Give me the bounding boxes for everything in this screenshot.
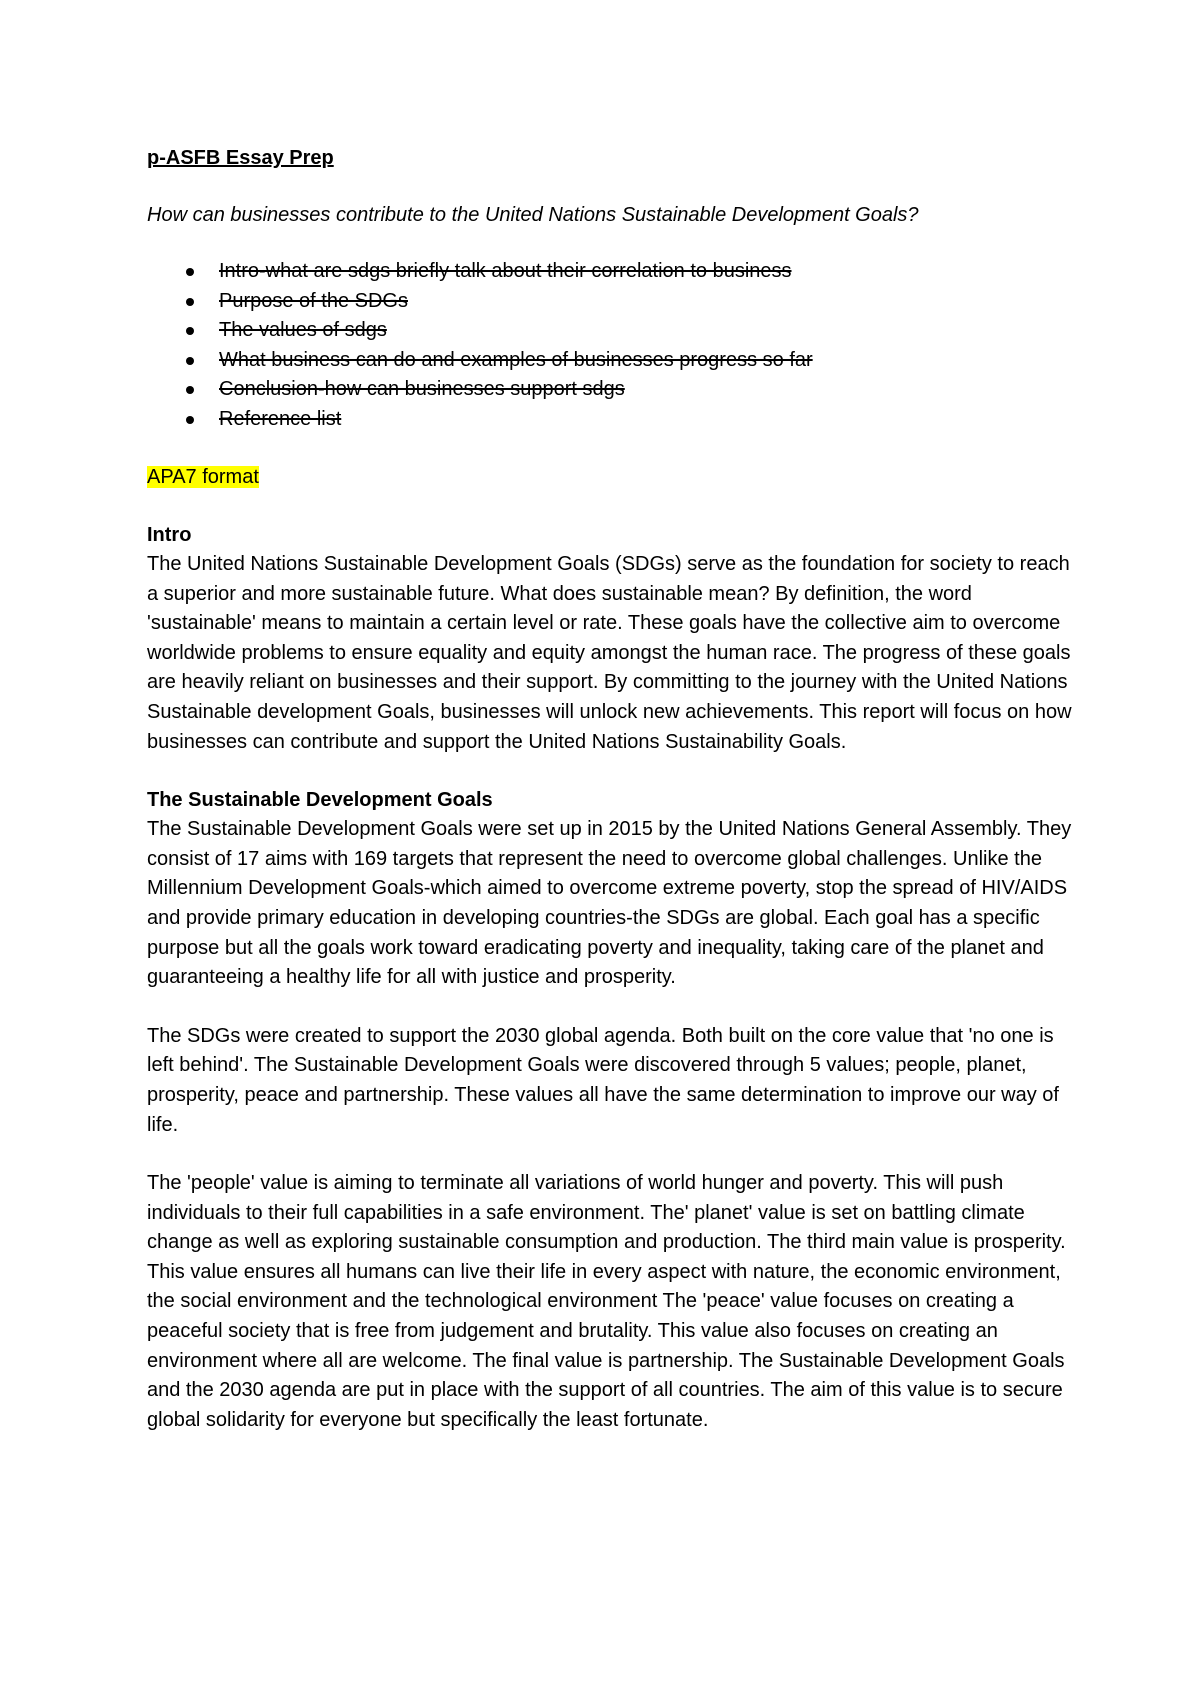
outline-item-text: Reference list [219, 407, 342, 430]
sdg-paragraph-1: The Sustainable Development Goals were set up in 2015 by the United Nations General Assembly. They consist of 17 aims with 169 targets that represent the need to overcome global challenges. Unlike the Millennium Development Goals-which aimed to overcome extreme poverty, stop the spread of HIV/AIDS and provide primary education in developing countries-the SDGs are global. Each goal has a specific purpose but all the goals work toward eradicating poverty and inequality, taking care of the planet and guaranteeing a healthy life for all with justice and prosperity. [147, 818, 1072, 989]
intro-heading: Intro [147, 524, 192, 546]
bullet-icon [186, 298, 194, 306]
sdg-heading: The Sustainable Development Goals [147, 789, 493, 812]
outline-item-text: What business can do and examples of businesses progress so far [219, 348, 813, 371]
bullet-icon [186, 416, 194, 424]
outline-item-text: Intro-what are sdgs briefly talk about their correlation to business [219, 260, 792, 282]
bullet-icon [186, 386, 194, 394]
format-note-highlight: APA7 format [147, 466, 259, 488]
format-note [147, 462, 1077, 492]
essay-question: How can businesses contribute to the United Nations Sustainable Development Goals? [147, 204, 919, 226]
outline-item [147, 287, 1077, 317]
document-title: p-ASFB Essay Prep [147, 147, 334, 169]
outline-item [147, 257, 1077, 287]
outline-item [147, 405, 1077, 435]
document-page [147, 143, 1077, 1435]
sdg-paragraph-2: The SDGs were created to support the 2030 global agenda. Both built on the core value that 'no one is left behind'. The Sustainable Development Goals were discovered through 5 values; people, planet, prosperity, peace and partnership. These values all have the same determination to improve our way of life. [147, 1024, 1059, 1136]
outline-item-text: Purpose of the SDGs [219, 289, 408, 312]
outline-item-text: The values of sdgs [219, 319, 387, 341]
outline-item [147, 375, 1077, 405]
outline-item [147, 346, 1077, 376]
bullet-icon [186, 357, 194, 365]
sdg-paragraph-3: The 'people' value is aiming to terminate all variations of world hunger and poverty. This will push individuals to their full capabilities in a safe environment. The' planet' value is set on battling climate change as well as exploring sustainable consumption and production. The third main value is prosperity. This value ensures all humans can live their life in every aspect with nature, the economic environment, the social environment and the technological environment The 'peace' value focuses on creating a peaceful society that is free from judgement and brutality. This value also focuses on creating an environment where all are welcome. The final value is partnership. The Sustainable Development Goals and the 2030 agenda are put in place with the support of all countries. The aim of this value is to secure global solidarity for everyone but specifically the least fortunate. [147, 1172, 1066, 1431]
outline-item-text: Conclusion-how can businesses support sdgs [219, 378, 625, 400]
outline-list [147, 257, 1077, 434]
bullet-icon [186, 268, 194, 276]
bullet-icon [186, 327, 194, 335]
outline-item [147, 316, 1077, 346]
intro-paragraph: The United Nations Sustainable Development Goals (SDGs) serve as the foundation for society to reach a superior and more sustainable future. What does sustainable mean? By definition, the word 'sustainable' means to maintain a certain level or rate. These goals have the collective aim to overcome worldwide problems to ensure equality and equity amongst the human race. The progress of these goals are heavily reliant on businesses and their support. By committing to the journey with the United Nations Sustainable development Goals, businesses will unlock new achievements. This report will focus on how businesses can contribute and support the United Nations Sustainability Goals. [147, 553, 1072, 753]
